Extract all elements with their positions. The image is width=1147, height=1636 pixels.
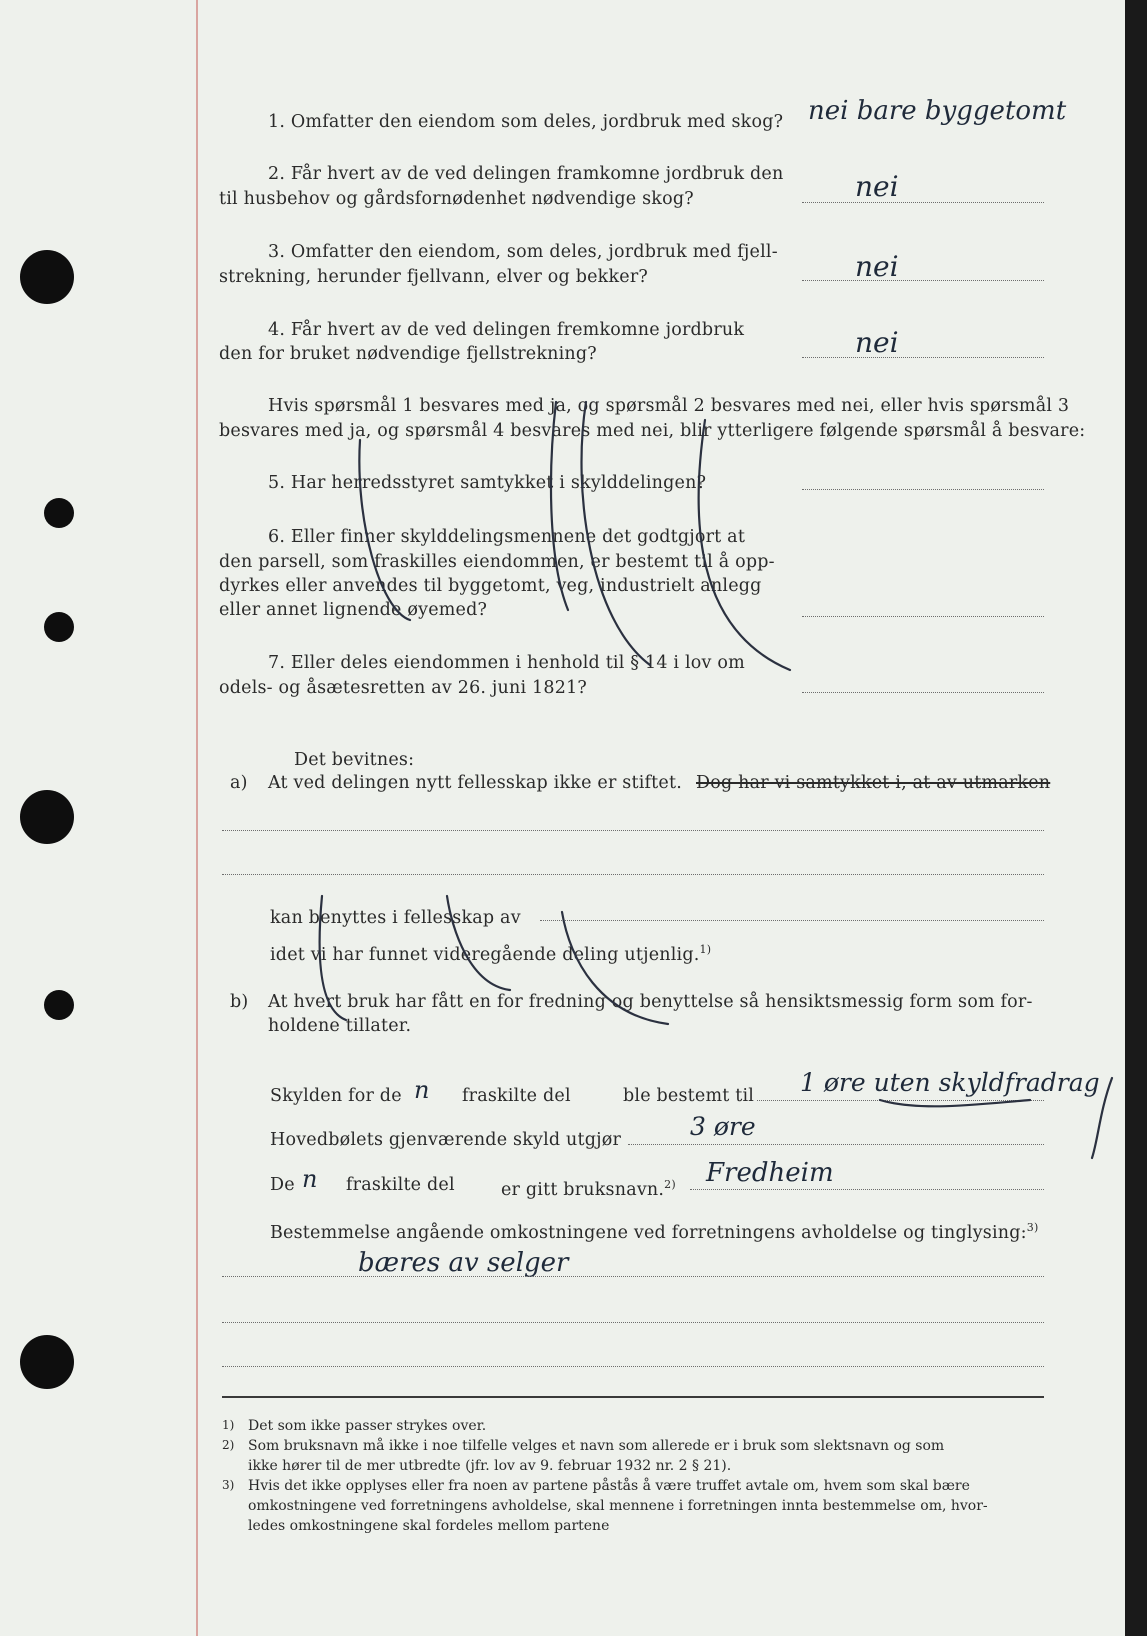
pen-stroke xyxy=(320,896,346,1020)
certify-heading: Det bevitnes: xyxy=(294,750,415,770)
pen-stroke xyxy=(880,1100,1030,1106)
certify-a-label: a) xyxy=(230,773,248,793)
certify-a-text: At ved delingen nytt fellesskap ikke er stiftet. xyxy=(268,773,682,793)
condition-line-2: besvares med ja, og spørsmål 4 besvares med nei, blir ytterligere følgende spørsmål å besvare: xyxy=(219,421,1086,441)
skyld-line-2: Hovedbølets gjenværende skyld utgjør xyxy=(270,1130,622,1150)
footnote-2-mark: 2) xyxy=(222,1438,235,1452)
pen-stroke xyxy=(447,896,510,990)
question-4-line-2: den for bruket nødvendige fjellstrekning? xyxy=(219,344,597,364)
footnote-2-line-2: ikke hører til de mer utbredte (jfr. lov av 9. februar 1932 nr. 2 § 21). xyxy=(248,1458,732,1474)
footnote-ref: 2) xyxy=(664,1178,676,1191)
question-6-line-2: den parsell, som fraskilles eiendommen, er bestemt til å opp- xyxy=(219,552,775,572)
footnote-ref: 3) xyxy=(1026,1221,1039,1234)
skyld-line-1-a: Skylden for de xyxy=(270,1086,402,1106)
question-7-line-1: 7. Eller deles eiendommen i henhold til § 14 i lov om xyxy=(268,653,745,673)
question-7-line-2: odels- og åsætesretten av 26. juni 1821? xyxy=(219,678,587,698)
footnote-ref: 1) xyxy=(699,943,712,956)
skyld-line-1-c: ble bestemt til xyxy=(623,1086,755,1106)
skyld-line-4-text: Bestemmelse angående omkostningene ved forretningens avholdelse og tinglysing: xyxy=(270,1222,1027,1243)
question-3-line-1: 3. Omfatter den eiendom, som deles, jordbruk med fjell- xyxy=(268,242,778,262)
skyld-answer-2: 3 øre xyxy=(690,1112,756,1141)
pen-stroke xyxy=(582,402,650,665)
answer-4: nei xyxy=(855,326,899,359)
footnote-1-mark: 1) xyxy=(222,1418,235,1432)
pen-stroke xyxy=(562,912,668,1024)
skyld-line-3-handwriting: n xyxy=(302,1165,318,1193)
footnote-3-mark: 3) xyxy=(222,1478,235,1492)
skyld-answer-4: bæres av selger xyxy=(358,1248,569,1278)
question-2-line-2: til husbehov og gårdsfornødenhet nødvendige skog? xyxy=(219,189,694,209)
skyld-answer-1: 1 øre uten skyldfradrag xyxy=(800,1068,1100,1097)
question-1: 1. Omfatter den eiendom som deles, jordbruk med skog? xyxy=(268,112,784,132)
question-5: 5. Har herredsstyret samtykket i skylddelingen? xyxy=(268,473,707,493)
pen-stroke xyxy=(551,402,568,610)
pen-stroke xyxy=(1092,1078,1112,1158)
pen-stroke xyxy=(699,420,790,670)
skyld-line-3-c-text: er gitt bruksnavn. xyxy=(501,1179,665,1200)
skyld-line-1-b: fraskilte del xyxy=(462,1086,571,1106)
pen-stroke xyxy=(359,440,410,620)
footnote-3-line-2: omkostningene ved forretningens avholdelse, skal mennene i forretningen innta bestemmelse om, hvor- xyxy=(248,1498,988,1514)
footnote-3-line-3: ledes omkostningene skal fordeles mellom partene xyxy=(248,1518,610,1534)
condition-line-1: Hvis spørsmål 1 besvares med ja, og spørsmål 2 besvares med nei, eller hvis spørsmål 3 xyxy=(268,396,1070,416)
certify-b-line-1: At hvert bruk har fått en for fredning og benyttelse så hensiktsmessig form som for- xyxy=(268,992,1033,1012)
certify-b-line-2: holdene tillater. xyxy=(268,1016,412,1036)
footnote-2-line-1: Som bruksnavn må ikke i noe tilfelle velges et navn som allerede er i bruk som slektsnavn og som xyxy=(248,1438,945,1454)
answer-1: nei bare byggetomt xyxy=(808,96,1067,126)
certify-a-cont-1: kan benyttes i fellesskap av xyxy=(270,908,521,928)
skyld-answer-3: Fredheim xyxy=(706,1158,834,1188)
certify-a-cont-2-text: idet vi har funnet videregående deling utjenlig. xyxy=(270,944,700,965)
footnote-3-line-1: Hvis det ikke opplyses eller fra noen av partene påstås å være truffet avtale om, hvem som skal bære xyxy=(248,1478,970,1494)
question-2-line-1: 2. Får hvert av de ved delingen framkomne jordbruk den xyxy=(268,164,784,184)
question-6-line-1: 6. Eller finner skylddelingsmennene det godtgjort at xyxy=(268,527,746,547)
certify-b-label: b) xyxy=(230,992,249,1012)
question-6-line-3: dyrkes eller anvendes til byggetomt, veg, industrielt anlegg xyxy=(219,576,762,596)
answer-3: nei xyxy=(855,250,899,283)
skyld-line-3-a: De xyxy=(270,1175,295,1195)
skyld-line-1-handwriting: n xyxy=(414,1076,430,1104)
question-3-line-2: strekning, herunder fjellvann, elver og bekker? xyxy=(219,267,648,287)
question-6-line-4: eller annet lignende øyemed? xyxy=(219,600,488,620)
certify-a-struck: Dog har vi samtykket i, at av utmarken xyxy=(696,773,1051,793)
answer-2: nei xyxy=(855,170,899,203)
question-4-line-1: 4. Får hvert av de ved delingen fremkomne jordbruk xyxy=(268,320,745,340)
footnote-1: Det som ikke passer strykes over. xyxy=(248,1418,487,1434)
skyld-line-3-b: fraskilte del xyxy=(346,1175,455,1195)
